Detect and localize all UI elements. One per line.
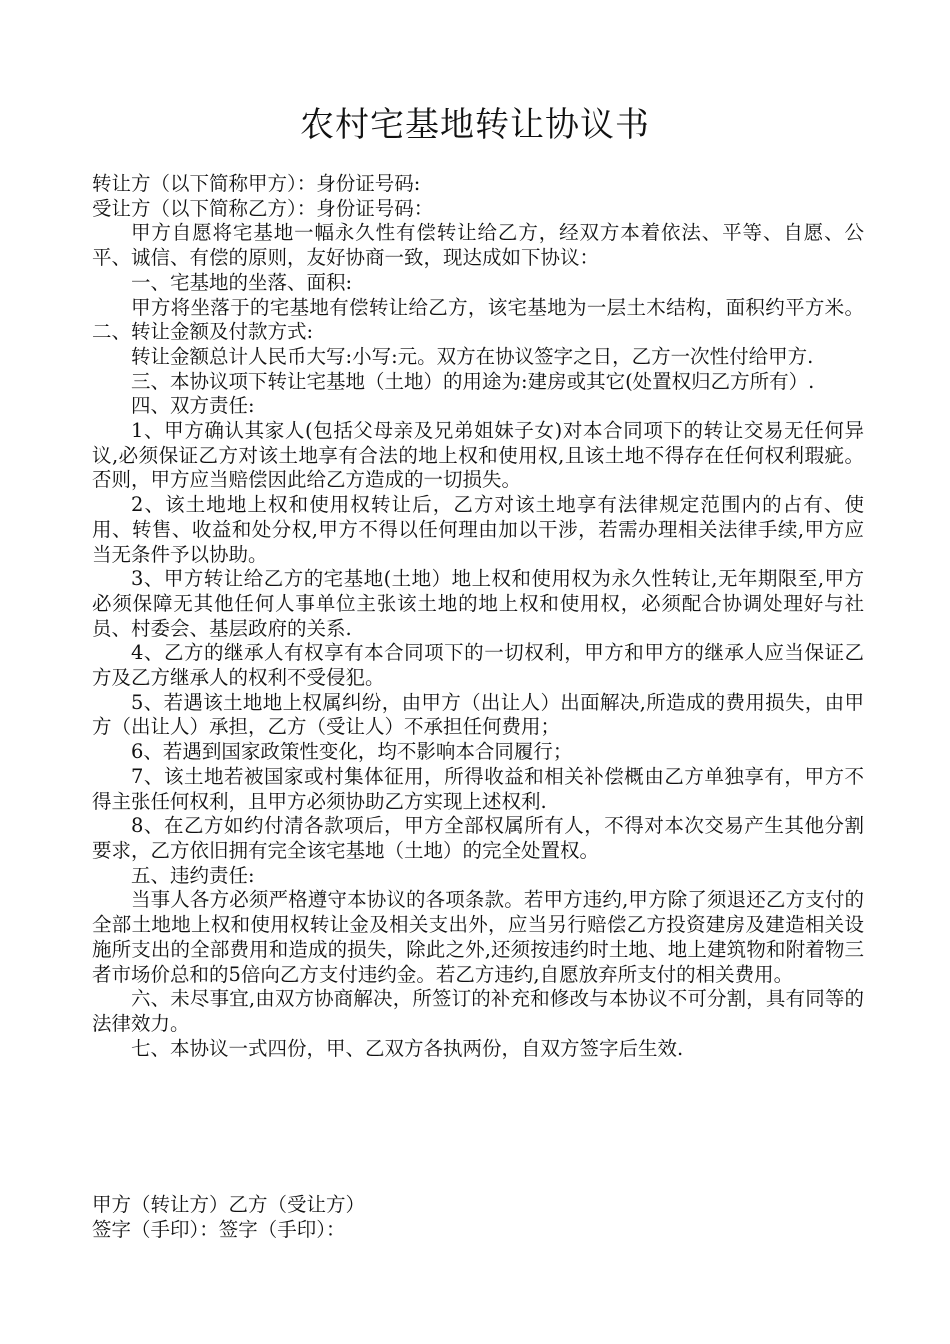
section-heading-responsibilities: 四、双方责任: [131,394,255,418]
clause-8: 8、在乙方如约付清各款项后，甲方全部权属所有人，不得对本次交易产生其他分割要求，乙方依旧拥有完全该宅基地（土地）的完全处置权。 [92,814,864,862]
signature-block [92,1192,864,1242]
clause-5: 5、若遇该土地地上权属纠纷，由甲方（出让人）出面解决,所造成的费用损失，由甲方（出让人）承担，乙方（受让人）不承担任何费用； [92,690,864,739]
clause-4: 4、乙方的继承人有权享有本合同项下的一切权利，甲方和甲方的继承人应当保证乙方及乙方继承人的权利不受侵犯。 [92,641,864,690]
paragraph-breach: 当事人各方必须严格遵守本协议的各项条款。若甲方违约,甲方除了须退还乙方支付的全部土地地上权和使用权转让金及相关支出外，应当另行赔偿乙方投资建房及建造相关设施所支出的全部费用和造成的损失，除此之外,还须按违约时土地、地上建筑物和附着物三者市场价总和的5倍向乙方支付违约金。若乙方违约,自愿放弃所支付的相关费用。 [92,888,864,986]
clause-1: 1、甲方确认其家人(包括父母亲及兄弟姐妹子女)对本合同项下的转让交易无任何异议,必须保证乙方对该土地享有合法的地上权和使用权,且该土地不得存在任何权利瑕疵。否则，甲方应当赔偿因此给乙方造成的一切损失。 [92,419,864,492]
signature-parties: 甲方（转让方）乙方（受让方） [92,1193,366,1216]
paragraph-location: 甲方将坐落于的宅基地有偿转让给乙方，该宅基地为一层土木结构，面积约平方米。二、转让金额及付款方式: [92,295,864,344]
paragraph-usage: 三、本协议项下转让宅基地（土地）的用途为:建房或其它(处置权归乙方所有）. [131,369,815,393]
section-heading-location: 一、宅基地的坐落、面积: [131,270,353,294]
clause-2: 2、该土地地上权和使用权转让后，乙方对该土地享有法律规定范围内的占有、使用、转售、收益和处分权,甲方不得以任何理由加以干涉，若需办理相关法律手续,甲方应当无条件予以协助。 [92,493,864,566]
signature-lines: 签字（手印）：签字（手印）： [92,1218,346,1241]
section-heading-breach: 五、违约责任: [131,863,255,887]
document-body [92,172,864,1061]
clause-7: 7、该土地若被国家或村集体征用，所得收益和相关补偿概由乙方单独享有，甲方不得主张任何权利，且甲方必须协助乙方实现上述权利. [92,764,864,813]
paragraph-intro: 甲方自愿将宅基地一幅永久性有偿转让给乙方，经双方本着依法、平等、自愿、公平、诚信、有偿的原则，友好协商一致，现达成如下协议： [92,221,864,270]
clause-6: 6、若遇到国家政策性变化，均不影响本合同履行； [131,740,573,764]
document-title: 农村宅基地转让协议书 [300,105,650,145]
paragraph-other-matters: 六、未尽事宜,由双方协商解决，所签订的补充和修改与本协议不可分割，具有同等的法律效力。 [92,987,864,1035]
party-b-line: 受让方（以下简称乙方）：身份证号码： [92,196,434,220]
clause-3: 3、甲方转让给乙方的宅基地(土地）地上权和使用权为永久性转让,无年期限至,甲方必须保障无其他任何人事单位主张该土地的地上权和使用权，必须配合协调处理好与社员、村委会、基层政府的关系. [92,567,864,640]
party-a-line: 转让方（以下简称甲方）：身份证号码: [92,172,421,195]
paragraph-payment: 转让金额总计人民币大写:小写:元。双方在协议签字之日，乙方一次性付给甲方. [131,344,814,368]
paragraph-copies: 七、本协议一式四份，甲、乙双方各执两份，自双方签字后生效. [131,1036,684,1060]
